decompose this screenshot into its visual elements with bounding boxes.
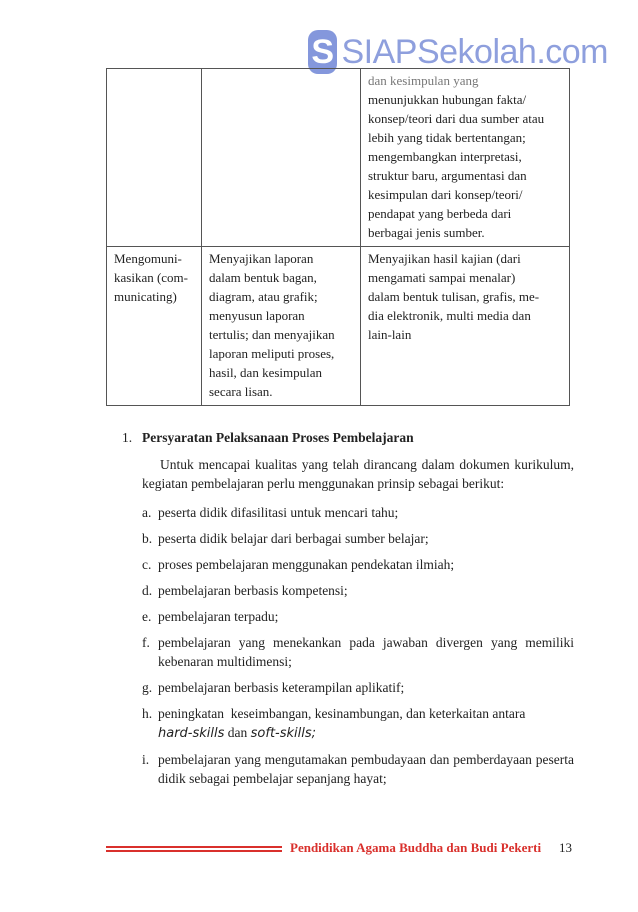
cell-line: secara lisan. — [209, 384, 273, 399]
watermark-text: SIAPSekolah.com — [341, 32, 608, 71]
list-marker: b. — [142, 531, 153, 546]
section-intro: Untuk mencapai kualitas yang telah dirancang dalam dokumen kurikulum, kegiatan pembelajaran perlu menggunakan prinsip sebagai berikut: — [142, 457, 574, 491]
cell-line: dalam bentuk bagan, — [209, 270, 317, 285]
list-text: pembelajaran berbasis kompetensi; — [158, 583, 348, 598]
competency-table — [106, 68, 570, 406]
list-text: pembelajaran yang mengutamakan pembudayaan dan pemberdayaan peserta didik sebagai pembelajar sepanjang hayat; — [158, 752, 574, 786]
list-item — [142, 555, 574, 574]
list-text: pembelajaran berbasis keterampilan aplikatif; — [158, 680, 405, 695]
table-cell-continuation — [361, 69, 570, 247]
cell-line: laporan meliputi proses, — [209, 346, 335, 361]
cell-line: Menyajikan laporan — [209, 251, 314, 266]
table-cell-empty — [107, 69, 202, 247]
table-row — [107, 69, 570, 247]
cell-line: menyusun laporan — [209, 308, 305, 323]
table-row — [107, 247, 570, 406]
list-marker: c. — [142, 557, 152, 572]
cell-line: tertulis; dan menyajikan — [209, 327, 335, 342]
section-heading — [122, 428, 574, 447]
section-requirements — [122, 428, 574, 795]
list-item — [142, 678, 574, 697]
cell-line: municating) — [114, 289, 177, 304]
cell-line: struktur baru, argumentasi dan — [368, 168, 527, 183]
cell-line: dalam bentuk tulisan, grafis, me- — [368, 289, 540, 304]
list-text: pembelajaran yang menekankan pada jawaban divergen yang memiliki kebenaran multidimensi; — [158, 635, 574, 669]
cell-line: lain-lain — [368, 327, 412, 342]
list-item — [142, 750, 574, 788]
list-item — [142, 503, 574, 522]
cell-line: hasil, dan kesimpulan — [209, 365, 323, 380]
list-marker: d. — [142, 583, 153, 598]
cell-line: Menyajikan hasil kajian (dari — [368, 251, 521, 266]
page-footer — [106, 840, 578, 860]
cell-line: lebih yang tidak bertentangan; — [368, 130, 526, 145]
page-number: 13 — [559, 840, 572, 855]
list-item — [142, 529, 574, 548]
watermark-badge: S — [308, 30, 337, 74]
cell-line: kasikan (com- — [114, 270, 189, 285]
footer-rule — [106, 846, 282, 854]
cell-line: pendapat yang berbeda dari — [368, 206, 512, 221]
cell-line: dia elektronik, multi media dan — [368, 308, 531, 323]
cell-line: Mengomuni- — [114, 251, 182, 266]
table-cell-empty — [202, 69, 361, 247]
list-text-mid: dan — [224, 725, 251, 740]
footer-book-title: Pendidikan Agama Buddha dan Budi Pekerti — [290, 840, 542, 855]
cell-line: mengamati sampai menalar) — [368, 270, 516, 285]
cell-line: dan kesimpulan yang — [368, 73, 479, 88]
list-text: peserta didik belajar dari berbagai sumber belajar; — [158, 531, 429, 546]
list-marker: h. — [142, 706, 153, 721]
table-cell-activity — [107, 247, 202, 406]
cell-line: menunjukkan hubungan fakta/ — [368, 92, 527, 107]
list-marker: i. — [142, 752, 150, 767]
list-text: proses pembelajaran menggunakan pendekatan ilmiah; — [158, 557, 455, 572]
section-number: 1. — [122, 430, 133, 445]
list-text-pre: peningkatan keseimbangan, kesinambungan, dan keterkaitan antara — [158, 706, 526, 721]
list-item — [142, 633, 574, 671]
cell-line: berbagai jenis sumber. — [368, 225, 485, 240]
list-text: peserta didik difasilitasi untuk mencari tahu; — [158, 505, 399, 520]
list-item — [142, 704, 574, 743]
list-text — [158, 704, 574, 743]
table-cell-learning — [202, 247, 361, 406]
section-title: Persyaratan Pelaksanaan Proses Pembelajaran — [142, 430, 414, 445]
list-item — [142, 607, 574, 626]
term-hard-skills: hard-skills — [158, 726, 225, 741]
list-marker: e. — [142, 609, 152, 624]
cell-line: diagram, atau grafik; — [209, 289, 318, 304]
list-marker: a. — [142, 505, 152, 520]
principle-list — [122, 503, 574, 788]
list-marker: g. — [142, 680, 153, 695]
cell-line: konsep/teori dari dua sumber atau — [368, 111, 545, 126]
list-text: pembelajaran terpadu; — [158, 609, 279, 624]
table-cell-competency — [361, 247, 570, 406]
term-soft-skills: soft-skills; — [250, 726, 317, 741]
cell-line: mengembangkan interpretasi, — [368, 149, 522, 164]
list-item — [142, 581, 574, 600]
cell-line: kesimpulan dari konsep/teori/ — [368, 187, 523, 202]
list-marker: f. — [142, 635, 150, 650]
